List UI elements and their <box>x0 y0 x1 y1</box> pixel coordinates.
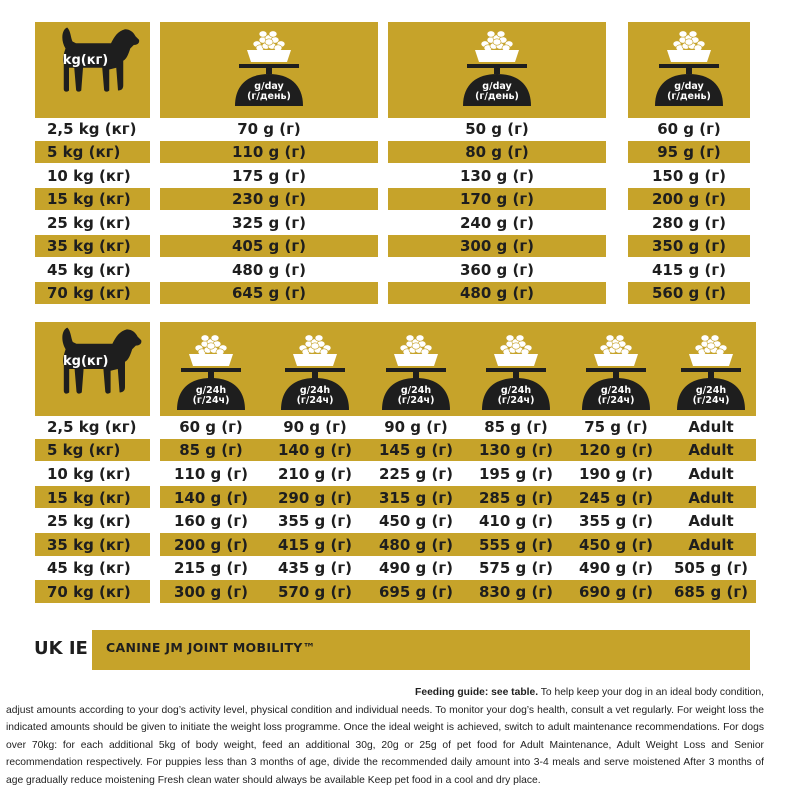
amount-cell: 240 g (г) <box>459 213 535 232</box>
amount-cell: 450 g (г) <box>578 535 654 554</box>
amount-cell: 210 g (г) <box>277 464 353 483</box>
amount-cell: 190 g (г) <box>578 464 654 483</box>
amount-cell: 490 g (г) <box>378 559 454 578</box>
amount-cell: 360 g (г) <box>459 260 535 279</box>
amount-cell: 90 g (г) <box>384 417 448 436</box>
bowl-unit-label-ru: (г/24ч) <box>692 395 730 406</box>
amount-cell: 195 g (г) <box>478 464 554 483</box>
bowl-unit-label-ru: (г/24ч) <box>192 395 230 406</box>
bowl-unit-label-ru: (г/день) <box>247 91 291 102</box>
amount-cell: Adult <box>688 512 734 531</box>
guide-first-line <box>6 684 764 702</box>
amount-cell: 170 g (г) <box>459 190 535 209</box>
amount-cell: 490 g (г) <box>578 559 654 578</box>
weight-cell: 15 kg (кг) <box>47 488 131 507</box>
amount-cell: 85 g (г) <box>179 441 243 460</box>
amount-cell: 435 g (г) <box>277 559 353 578</box>
weight-cell: 5 kg (кг) <box>47 441 121 460</box>
amount-cell: 575 g (г) <box>478 559 554 578</box>
amount-cell: 645 g (г) <box>231 284 307 303</box>
weight-cell: 2,5 kg (кг) <box>47 417 137 436</box>
amount-cell: 140 g (г) <box>173 488 249 507</box>
amount-cell: 280 g (г) <box>651 213 727 232</box>
guide-lead: Feeding guide: see table. <box>415 687 539 698</box>
feeding-guide-text <box>6 684 764 789</box>
amount-cell: 85 g (г) <box>484 417 548 436</box>
weight-cell: 45 kg (кг) <box>47 559 131 578</box>
amount-cell: 60 g (г) <box>179 417 243 436</box>
weight-cell: 10 kg (кг) <box>47 464 131 483</box>
region-label: UK IE <box>34 638 88 659</box>
amount-cell: 505 g (г) <box>673 559 749 578</box>
amount-cell: 120 g (г) <box>578 441 654 460</box>
weight-unit-label: kg(кг) <box>63 354 109 370</box>
bowl-unit-label: g/24h <box>695 385 727 396</box>
amount-cell: 110 g (г) <box>173 464 249 483</box>
amount-cell: 415 g (г) <box>277 535 353 554</box>
bowl-unit-label: g/24h <box>195 385 227 396</box>
amount-cell: 75 g (г) <box>584 417 648 436</box>
amount-cell: 450 g (г) <box>378 512 454 531</box>
amount-cell: Adult <box>688 488 734 507</box>
amount-cell: 80 g (г) <box>465 143 529 162</box>
amount-cell: 215 g (г) <box>173 559 249 578</box>
weight-cell: 35 kg (кг) <box>47 237 131 256</box>
weight-cell: 2,5 kg (кг) <box>47 119 137 138</box>
weight-cell: 5 kg (кг) <box>47 143 121 162</box>
amount-cell: 560 g (г) <box>651 284 727 303</box>
weight-cell: 15 kg (кг) <box>47 190 131 209</box>
bowl-unit-label: g/24h <box>600 385 632 396</box>
amount-cell: 355 g (г) <box>578 512 654 531</box>
amount-cell: 415 g (г) <box>651 260 727 279</box>
amount-cell: 160 g (г) <box>173 512 249 531</box>
amount-cell: 480 g (г) <box>378 535 454 554</box>
amount-cell: 60 g (г) <box>657 119 721 138</box>
bowl-unit-label-ru: (г/день) <box>475 91 519 102</box>
amount-cell: 405 g (г) <box>231 237 307 256</box>
amount-cell: 410 g (г) <box>478 512 554 531</box>
amount-cell: 110 g (г) <box>231 143 307 162</box>
guide-body: adjust amounts according to your dog’s activity level, physical condition and individual needs. To monitor your dog’s health, consult a vet regularly. For weight loss the indicated amounts should be given to initiate the weight loss programme. Once the ideal weight is achieved, switch to adult maintenance recommendations. For dogs over 70kg: for each additional 5kg of body weight, feed an additional 30g, 20g or 25g of pet food for Adult Maintenance, Adult Weight Loss and Senior recommendation respectively. For puppies less than 3 months of age, divide the recommended daily amount into 3-4 meals and serve moistened After 3 months of age gradually reduce moistening Fresh clean water should always be available Keep pet food in a cool and dry place. <box>6 704 764 786</box>
amount-cell: 130 g (г) <box>459 166 535 185</box>
product-name: CANINE JM JOINT MOBILITY™ <box>106 640 316 655</box>
weight-cell: 35 kg (кг) <box>47 535 131 554</box>
amount-cell: 175 g (г) <box>231 166 307 185</box>
amount-cell: 130 g (г) <box>478 441 554 460</box>
amount-cell: 70 g (г) <box>237 119 301 138</box>
amount-cell: 695 g (г) <box>378 582 454 601</box>
amount-cell: 225 g (г) <box>378 464 454 483</box>
bowl-unit-label: g/day <box>482 81 512 92</box>
amount-cell: 555 g (г) <box>478 535 554 554</box>
amount-cell: 200 g (г) <box>651 190 727 209</box>
guide-line1: To help keep your dog in an ideal body condition, <box>538 687 764 698</box>
amount-cell: 350 g (г) <box>651 237 727 256</box>
weight-cell: 45 kg (кг) <box>47 260 131 279</box>
amount-cell: 480 g (г) <box>231 260 307 279</box>
weight-cell: 25 kg (кг) <box>47 213 131 232</box>
amount-cell: 245 g (г) <box>578 488 654 507</box>
amount-cell: 480 g (г) <box>459 284 535 303</box>
bowl-unit-label: g/day <box>674 81 704 92</box>
amount-cell: 285 g (г) <box>478 488 554 507</box>
amount-cell: 95 g (г) <box>657 143 721 162</box>
amount-cell: 90 g (г) <box>283 417 347 436</box>
weight-cell: 25 kg (кг) <box>47 512 131 531</box>
amount-cell: 290 g (г) <box>277 488 353 507</box>
bowl-unit-label-ru: (г/24ч) <box>497 395 535 406</box>
amount-cell: 355 g (г) <box>277 512 353 531</box>
amount-cell: 50 g (г) <box>465 119 529 138</box>
weight-cell: 70 kg (кг) <box>47 582 131 601</box>
amount-cell: 315 g (г) <box>378 488 454 507</box>
amount-cell: 300 g (г) <box>459 237 535 256</box>
amount-cell: Adult <box>688 441 734 460</box>
amount-cell: Adult <box>688 535 734 554</box>
amount-cell: Adult <box>688 417 734 436</box>
amount-cell: Adult <box>688 464 734 483</box>
bowl-unit-label: g/day <box>254 81 284 92</box>
amount-cell: 200 g (г) <box>173 535 249 554</box>
weight-cell: 10 kg (кг) <box>47 166 131 185</box>
amount-cell: 685 g (г) <box>673 582 749 601</box>
amount-cell: 690 g (г) <box>578 582 654 601</box>
amount-cell: 150 g (г) <box>651 166 727 185</box>
weight-unit-label: kg(кг) <box>62 53 109 69</box>
amount-cell: 300 g (г) <box>173 582 249 601</box>
bowl-unit-label: g/24h <box>299 385 331 396</box>
amount-cell: 830 g (г) <box>478 582 554 601</box>
amount-cell: 140 g (г) <box>277 441 353 460</box>
bowl-unit-label-ru: (г/24ч) <box>597 395 635 406</box>
weight-cell: 70 kg (кг) <box>47 284 131 303</box>
amount-cell: 325 g (г) <box>231 213 307 232</box>
bowl-unit-label-ru: (г/24ч) <box>397 395 435 406</box>
amount-cell: 230 g (г) <box>231 190 307 209</box>
bowl-unit-label: g/24h <box>500 385 532 396</box>
amount-cell: 570 g (г) <box>277 582 353 601</box>
bowl-unit-label: g/24h <box>400 385 432 396</box>
bowl-unit-label-ru: (г/24ч) <box>296 395 334 406</box>
bowl-unit-label-ru: (г/день) <box>667 91 711 102</box>
amount-cell: 145 g (г) <box>378 441 454 460</box>
